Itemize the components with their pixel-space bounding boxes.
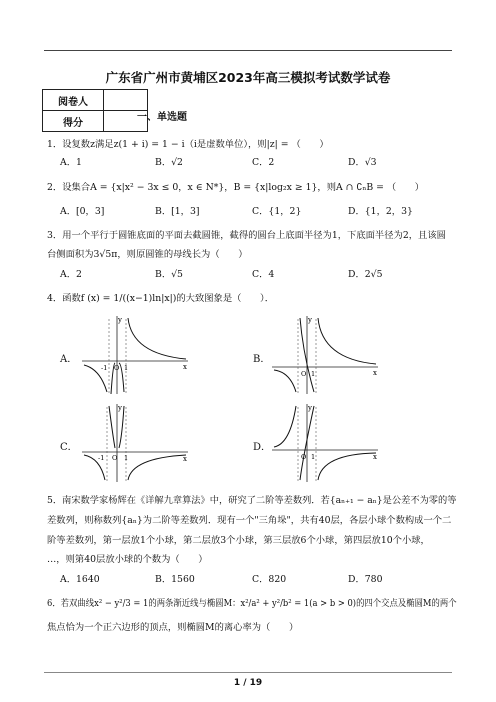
svg-text:1: 1 (124, 454, 129, 462)
svg-text:1: 1 (311, 453, 316, 461)
q2-option-d: D．{1，2，3} (348, 206, 413, 217)
svg-text:x: x (373, 369, 377, 377)
q5-line2: 差数列，则称数列{aₙ}为二阶等差数列．现有一个"三角垛"，共有40层，各层小球个数构成一个二 (47, 515, 452, 526)
q1-option-a: A．1 (60, 157, 82, 168)
doc-title: 广东省广州市黄埔区2023年高三模拟考试数学试卷 (105, 70, 391, 85)
graph-c (80, 402, 190, 484)
svg-text:-1: -1 (101, 364, 108, 372)
svg-text:y: y (118, 404, 122, 412)
svg-text:y: y (308, 316, 312, 324)
svg-text:1: 1 (124, 364, 129, 372)
header-rule (44, 50, 452, 51)
q4-option-b: B． (253, 354, 271, 365)
q5-option-c: C．820 (252, 574, 287, 585)
svg-text:x: x (373, 453, 377, 461)
q3-option-c: C．4 (252, 269, 275, 280)
svg-text:y: y (308, 404, 312, 412)
q1-option-d: D．√3 (348, 157, 377, 168)
svg-text:y: y (118, 316, 122, 324)
graph-a (80, 314, 190, 396)
q5-line1: 5．南宋数学家杨辉在《详解九章算法》中，研究了二阶等差数列．若{aₙ₊₁ − aₙ}是公差不为零的等 (47, 495, 457, 506)
q5-option-a: A．1640 (60, 574, 100, 585)
q5-line3: 阶等差数列，第一层放1个小球，第二层放3个小球，第三层放6个小球，第四层放10个小球， (47, 535, 430, 546)
q2-option-a: A．[0，3] (60, 206, 105, 217)
q6-line2: 焦点恰为一个正六边形的顶点，则椭圆M的离心率为（ ） (47, 622, 299, 633)
svg-text:x: x (183, 363, 187, 371)
graph-d (270, 402, 380, 484)
q1-option-c: C．2 (252, 157, 275, 168)
svg-text:O: O (112, 454, 118, 462)
q3-option-d: D．2√5 (348, 269, 383, 280)
svg-text:O: O (114, 364, 120, 372)
section-heading: 一、单选题 (137, 112, 187, 123)
q1-option-b: B．√2 (155, 157, 183, 168)
q5-line4: …，则第40层放小球的个数为（ ） (47, 554, 208, 565)
q3-option-b: B．√5 (155, 269, 183, 280)
reviewer-label: 阅卷人 (43, 90, 104, 111)
grader-table (42, 89, 148, 132)
svg-text:-1: -1 (98, 454, 105, 462)
q4-stem: 4．函数f (x) = 1/((x−1)ln|x|)的大致图象是（ ）． (47, 293, 274, 304)
page-number: 1 / 19 (233, 678, 263, 688)
q4-option-d: D． (253, 442, 272, 453)
svg-text:O: O (301, 453, 307, 461)
q2-stem: 2．设集合A = {x|x² − 3x ≤ 0，x ∈ N*}，B = {x|log₂x ≥ 1}，则A ∩ ∁ₙB = （ ） (47, 182, 425, 193)
q2-option-b: B．[1，3] (155, 206, 200, 217)
svg-text:x: x (183, 455, 187, 463)
score-label: 得分 (43, 111, 104, 132)
svg-text:O: O (301, 370, 307, 378)
q1-stem: 1．设复数z满足z(1 + i) = 1 − i（i是虚数单位），则|z| = （ ） (47, 139, 329, 150)
q5-option-d: D．780 (348, 574, 383, 585)
q3-stem-line1: 3．用一个平行于圆锥底面的平面去截圆锥，截得的圆台上底面半径为1，下底面半径为2，且该圆 (47, 230, 446, 241)
q3-stem-line2: 台侧面积为3√5π，则原圆锥的母线长为（ ） (47, 249, 248, 260)
q4-option-c: C． (60, 442, 78, 453)
svg-text:1: 1 (311, 370, 316, 378)
q3-option-a: A．2 (60, 269, 82, 280)
q4-option-a: A． (60, 354, 78, 365)
footer-rule (44, 672, 452, 673)
q2-option-c: C．{1，2} (252, 206, 302, 217)
graph-b (270, 314, 380, 396)
q6-line1: 6．若双曲线x² − y²/3 = 1的两条渐近线与椭圆M：x²/a² + y²/b² = 1(a > b > 0)的四个交点及椭圆M的两个 (47, 598, 457, 609)
q5-option-b: B．1560 (155, 574, 195, 585)
